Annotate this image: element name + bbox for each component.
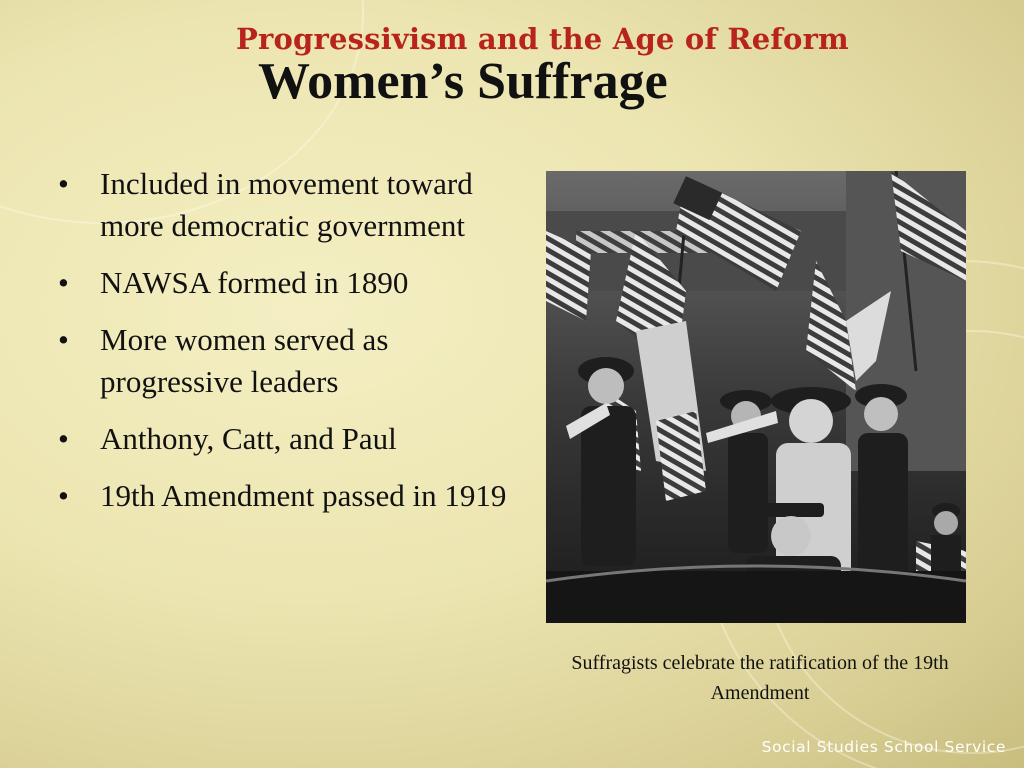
bullet-dot: • <box>58 421 69 456</box>
bullet-text: 19th Amendment passed in 1919 <box>100 478 507 513</box>
bullet-list <box>58 163 538 532</box>
slide-banner: Progressivism and the Age of Reform <box>236 22 849 56</box>
slide-title: Women’s Suffrage <box>258 53 668 110</box>
bullet-dot: • <box>58 322 69 357</box>
bullet-text: Anthony, Catt, and Paul <box>100 421 397 456</box>
bullet-dot: • <box>58 478 69 513</box>
bullet-item <box>58 262 538 304</box>
bullet-text: More women served as progressive leaders <box>100 322 389 399</box>
suffragists-photo <box>546 171 966 623</box>
bullet-item <box>58 163 538 247</box>
photo-caption: Suffragists celebrate the ratification of the 19th Amendment <box>571 652 949 704</box>
bullet-item <box>58 475 538 517</box>
bullet-item <box>58 319 538 403</box>
bullet-text: Included in movement toward more democratic government <box>100 166 473 243</box>
bullet-dot: • <box>58 265 69 300</box>
bullet-text: NAWSA formed in 1890 <box>100 265 409 300</box>
bullet-item <box>58 418 538 460</box>
bullet-dot: • <box>58 166 69 201</box>
publisher-footer: Social Studies School Service <box>761 738 1006 756</box>
